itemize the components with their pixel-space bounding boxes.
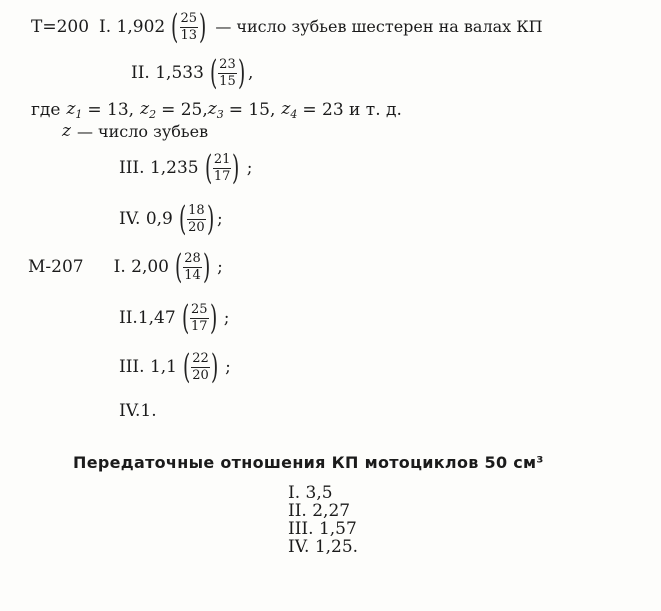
m207-gear-3-num: 22 bbox=[192, 350, 209, 366]
moto50-ratio-list bbox=[288, 484, 358, 556]
t200-gear-3-line bbox=[119, 148, 253, 188]
t200-gear-3-den: 17 bbox=[213, 168, 231, 184]
t200-gear-2-label: II. 1,533 bbox=[131, 62, 204, 83]
m207-gear-2-den: 17 bbox=[190, 318, 208, 334]
t200-gear-2-den: 15 bbox=[219, 73, 236, 89]
ratio-item-2: II. 2,27 bbox=[288, 501, 351, 521]
m207-gear-3-line bbox=[119, 347, 231, 387]
m207-model: М-207 bbox=[28, 256, 84, 277]
m207-gear-3-tail: ; bbox=[225, 356, 231, 377]
t200-gear-3-tail: ; bbox=[246, 157, 253, 178]
m207-gear-1-line bbox=[28, 247, 223, 287]
where-z2: $z_2$ bbox=[140, 99, 157, 121]
t200-gear-4-label: IV. 0,9 bbox=[119, 208, 173, 229]
where-z4: $z_4$ bbox=[281, 99, 298, 121]
t200-gear-1-den: 13 bbox=[180, 27, 198, 43]
m207-gear-1-fraction: ( $\frac{28}{14}$ ) bbox=[174, 247, 211, 287]
m207-gear-1-den: 14 bbox=[184, 267, 201, 283]
t200-gear-3-fraction: ( $\frac{21}{17}$ ) bbox=[204, 148, 240, 188]
m207-gear-3-den: 20 bbox=[192, 367, 209, 383]
t200-gear-4-tail: ; bbox=[216, 208, 223, 229]
m207-gear-2-fraction: ( $\frac{25}{17}$ ) bbox=[181, 298, 217, 338]
t200-gear-4-num: 18 bbox=[188, 202, 205, 218]
where-line bbox=[31, 101, 402, 120]
where-prefix: где bbox=[31, 100, 61, 120]
t200-teeth-note: — число зубьев шестерен на валах КП bbox=[215, 17, 543, 36]
t200-gear-2-tail: , bbox=[247, 62, 254, 83]
t200-gear-4-den: 20 bbox=[188, 219, 205, 235]
moto50-heading: Передаточные отношения КП мотоциклов 50 см³ bbox=[73, 453, 544, 472]
t200-gear-1-label: I. 1,902 bbox=[99, 16, 166, 37]
ratio-item-4: IV. 1,25. bbox=[288, 537, 359, 557]
t200-gear-2-line bbox=[131, 53, 254, 93]
t200-gear-2-num: 23 bbox=[219, 56, 236, 72]
ratio-item-1: I. 3,5 bbox=[288, 483, 333, 503]
where-z3: $z_3$ bbox=[207, 99, 224, 121]
where-z3-val: = 15, bbox=[228, 100, 276, 120]
z-symbol: z bbox=[62, 121, 71, 141]
t200-gear-1-line bbox=[31, 7, 543, 47]
m207-gear-1-label: I. 2,00 bbox=[113, 256, 169, 277]
m207-gear-1-tail: ; bbox=[217, 256, 223, 277]
m207-gear-2-tail: ; bbox=[223, 307, 230, 328]
where-z1: $z_1$ bbox=[66, 99, 83, 121]
t200-gear-4-line bbox=[119, 199, 223, 239]
t200-gear-3-label: III. 1,235 bbox=[119, 157, 199, 178]
t200-model: Т=200 bbox=[31, 16, 90, 37]
where-z1-val: = 13, bbox=[87, 100, 135, 120]
m207-gear-4-label: IV.1. bbox=[119, 401, 157, 421]
t200-gear-3-num: 21 bbox=[213, 151, 231, 167]
m207-gear-4-line bbox=[119, 403, 157, 420]
m207-gear-2-num: 25 bbox=[190, 301, 208, 317]
z-definition: — число зубьев bbox=[76, 121, 209, 141]
ratio-item-3: III. 1,57 bbox=[288, 519, 357, 539]
m207-gear-3-fraction: ( $\frac{22}{20}$ ) bbox=[182, 347, 219, 387]
z-definition-line bbox=[62, 123, 208, 140]
m207-gear-2-line bbox=[119, 298, 230, 338]
where-z4-val: = 23 и т. д. bbox=[302, 100, 402, 120]
t200-gear-2-fraction: ( $\frac{23}{15}$ ) bbox=[209, 53, 245, 93]
where-z2-val: = 25, bbox=[161, 100, 208, 120]
t200-gear-1-fraction: ( $\frac{25}{13}$ ) bbox=[171, 7, 207, 47]
t200-gear-1-num: 25 bbox=[180, 10, 198, 26]
m207-gear-2-label: II.1,47 bbox=[119, 307, 176, 328]
m207-gear-1-num: 28 bbox=[184, 250, 201, 266]
t200-gear-4-fraction: ( $\frac{18}{20}$ ) bbox=[178, 199, 214, 239]
m207-gear-3-label: III. 1,1 bbox=[119, 356, 177, 377]
